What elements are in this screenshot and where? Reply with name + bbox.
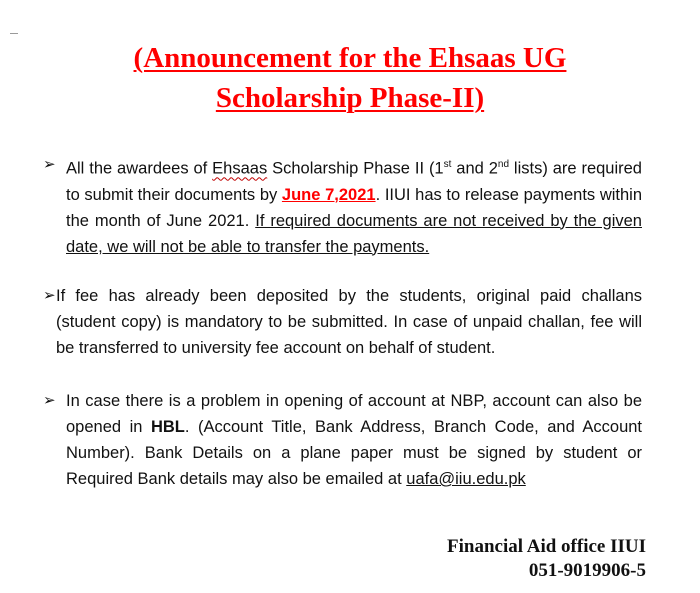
title-line-2: Scholarship Phase-II) <box>215 82 485 114</box>
signature-office: Financial Aid office IIUI <box>447 536 646 557</box>
bank-name: HBL <box>150 418 185 436</box>
paragraph-fee-challan: If fee has already been deposited by the students, original paid challans (student copy) is mandatory to be submitted. In case of unpaid challan, fee will be transferred to university fee account on behalf of student. <box>56 287 642 357</box>
bullet-arrow-icon: ➢ <box>43 392 56 409</box>
paragraph-bank-account: In case there is a problem in opening of account at NBP, account can also be opened in HBL. (Account Title, Bank Address, Branch Code, and Account Number). Bank Details on a plane paper must be signed by student or Required Bank details may also be emailed at uafa@iiu.edu.pk <box>66 392 643 488</box>
paragraph-document-deadline: All the awardees of Ehsaas Scholarship Phase II (1st and 2nd lists) are required to submit their documents by June 7,2021. IIUI has to release payments within the month of June 2021. If required documents are not received by the given date, we will not be able to transfer the payments. <box>66 159 643 256</box>
page-corner-mark <box>10 33 18 34</box>
bullet-arrow-icon: ➢ <box>43 287 56 304</box>
signature-phone: 051-9019906-5 <box>528 560 646 581</box>
spellcheck-word: Ehsaas <box>212 159 268 178</box>
email-link[interactable]: uafa@iiu.edu.pk <box>406 470 526 488</box>
deadline-date: June 7,2021 <box>281 185 376 204</box>
bullet-arrow-icon: ➢ <box>43 156 56 173</box>
title-line-1: (Announcement for the Ehsaas UG <box>133 42 567 74</box>
announcement-title <box>0 38 700 118</box>
deadline-warning: If required documents are not received by the given date, we will not be able to transfer the payments. <box>66 211 642 256</box>
